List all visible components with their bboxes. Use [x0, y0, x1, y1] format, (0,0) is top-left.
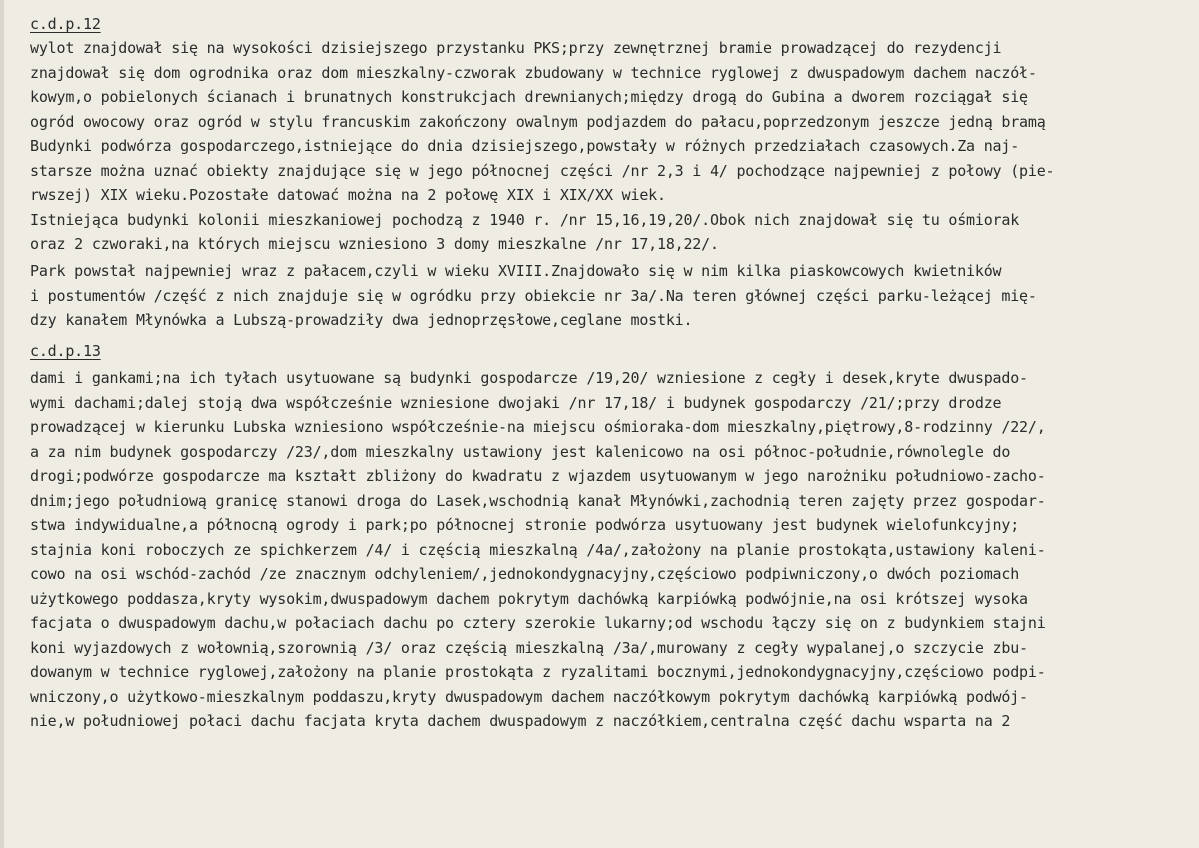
text-line: rwszej) XIX wieku.Pozostałe datować można na 2 połowę XIX i XIX/XX wiek.	[30, 186, 666, 204]
text-line: oraz 2 czworaki,na których miejscu wzniesiono 3 domy mieszkalne /nr 17,18,22/.	[30, 235, 719, 253]
text-line: dami i gankami;na ich tyłach usytuowane są budynki gospodarcze /19,20/ wzniesione z cegły i desek,kryte dwuspado-	[30, 369, 1028, 387]
text-line: drogi;podwórze gospodarcze ma kształt zbliżony do kwadratu z wjazdem usytuowanym w jego narożniku południowo-zacho-	[30, 467, 1046, 485]
text-line: Istniejąca budynki kolonii mieszkaniowej pochodzą z 1940 r. /nr 15,16,19,20/.Obok nich znajdował się tu ośmiorak	[30, 211, 1020, 229]
section-heading-cdp12: c.d.p.12	[30, 15, 101, 33]
text-line: ogród owocowy oraz ogród w stylu francuskim zakończony owalnym podjazdem do pałacu,poprzedzonym jeszcze jedną bramą	[30, 113, 1046, 131]
text-line: wylot znajdował się na wysokości dzisiejszego przystanku PKS;przy zewnętrznej bramie prowadzącej do rezydencji	[30, 39, 1002, 57]
text-line: stwa indywidualne,a północną ogrody i park;po północnej stronie podwórza usytuowany jest budynek wielofunkcyjny;	[30, 516, 1020, 534]
text-line: Park powstał najpewniej wraz z pałacem,czyli w wieku XVIII.Znajdowało się w nim kilka piaskowcowych kwietników	[30, 262, 1002, 280]
text-line: starsze można uznać obiekty znajdujące się w jego północnej części /nr 2,3 i 4/ pochodzące najpewniej z połowy (pie-	[30, 162, 1055, 180]
text-line: prowadzącej w kierunku Lubska wzniesiono współcześnie-na miejscu ośmioraka-dom mieszkalny,piętrowy,8-rodzinny /22/,	[30, 418, 1046, 436]
text-line: cowo na osi wschód-zachód /ze znacznym odchyleniem/,jednokondygnacyjny,częściowo podpiwniczony,o dwóch poziomach	[30, 565, 1020, 583]
text-line: nie,w południowej połaci dachu facjata kryta dachem dwuspadowym z naczółkiem,centralna część dachu wsparta na 2	[30, 712, 1011, 730]
text-line: facjata o dwuspadowym dachu,w połaciach dachu po cztery szerokie lukarny;od wschodu łączy się on z budynkiem stajni	[30, 614, 1046, 632]
text-line: stajnia koni roboczych ze spichkerzem /4/ i częścią mieszkalną /4a/,założony na planie prostokąta,ustawiony kaleni-	[30, 541, 1046, 559]
text-line: wniczony,o użytkowo-mieszkalnym poddaszu,kryty dwuspadowym dachem naczółkowym pokrytym dachówką karpiówką podwój-	[30, 688, 1028, 706]
text-line: znajdował się dom ogrodnika oraz dom mieszkalny-czworak zbudowany w technice ryglowej z dwuspadowym dachem naczół-	[30, 64, 1037, 82]
text-line: dowanym w technice ryglowej,założony na planie prostokąta z ryzalitami bocznymi,jednokondygnacyjny,częściowo podpi-	[30, 663, 1046, 681]
text-line: dnim;jego południową granicę stanowi droga do Lasek,wschodnią kanał Młynówki,zachodnią teren zajęty przez gospodar-	[30, 492, 1046, 510]
text-line: kowym,o pobielonych ścianach i brunatnych konstrukcjach drewnianych;między drogą do Gubina a dworem rozciągał się	[30, 88, 1028, 106]
text-line: użytkowego poddasza,kryty wysokim,dwuspadowym dachem pokrytym dachówką karpiówką podwójnie,na osi krótszej wysoka	[30, 590, 1028, 608]
text-line: wymi dachami;dalej stoją dwa współcześnie wzniesione dwojaki /nr 17,18/ i budynek gospodarczy /21/;przy drodze	[30, 394, 1002, 412]
text-line: Budynki podwórza gospodarczego,istniejące do dnia dzisiejszego,powstały w różnych przedziałach czasowych.Za naj-	[30, 137, 1020, 155]
text-line: dzy kanałem Młynówka a Lubszą-prowadziły dwa jednoprzęsłowe,ceglane mostki.	[30, 311, 693, 329]
page-edge-shadow	[0, 0, 4, 848]
section-heading-cdp13: c.d.p.13	[30, 342, 101, 360]
text-line: koni wyjazdowych z wołownią,szorownią /3/ oraz częścią mieszkalną /3a/,murowany z cegły wypalanej,o szczycie zbu-	[30, 639, 1028, 657]
text-line: a za nim budynek gospodarczy /23/,dom mieszkalny ustawiony jest kalenicowo na osi północ-południe,równolegle do	[30, 443, 1011, 461]
text-line: i postumentów /część z nich znajduje się w ogródku przy obiekcie nr 3a/.Na teren głównej części parku-leżącej mię-	[30, 287, 1037, 305]
